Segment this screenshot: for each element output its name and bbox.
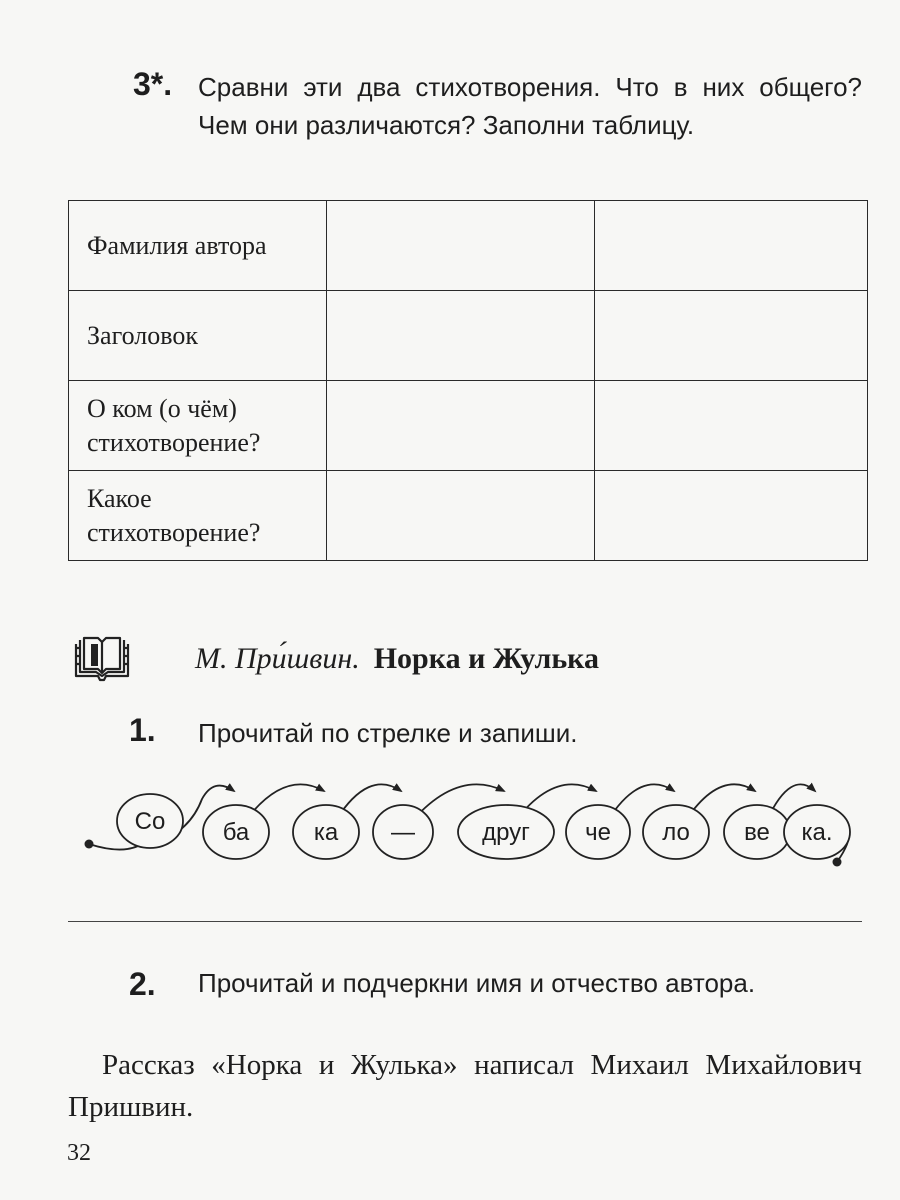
section-divider (68, 921, 862, 922)
answer-cell[interactable] (327, 291, 595, 381)
syllable-text: ка (313, 819, 339, 846)
row-label-subject: О ком (о чём) стихотворение? (69, 381, 327, 471)
answer-cell[interactable] (327, 201, 595, 291)
author-passage[interactable]: Рассказ «Норка и Жулька» написал Михаил Михайлович Пришвин. (68, 1049, 862, 1123)
syllable-text: ба (222, 819, 250, 846)
answer-cell[interactable] (595, 381, 868, 471)
table-row (69, 201, 868, 291)
syllable-text: ло (662, 819, 690, 846)
answer-cell[interactable] (595, 291, 868, 381)
syllable-chain (60, 760, 860, 870)
task-2-number: 2. (129, 966, 156, 1002)
book-icon (72, 636, 132, 682)
task-2-instruction: Прочитай и подчеркни имя и отчество автора. (198, 968, 756, 998)
page-number: 32 (67, 1140, 91, 1166)
syllable-text: ве (744, 819, 770, 846)
syllable-text: че (585, 819, 611, 846)
row-label-author-surname: Фамилия автора (69, 201, 327, 291)
syllable-text: Со (134, 808, 166, 835)
task-1-number: 1. (129, 712, 156, 748)
syllable-text: — (391, 819, 415, 846)
syllable-text: друг (482, 819, 530, 846)
story-heading (195, 642, 599, 676)
row-label-type: Какое стихотворение? (69, 471, 327, 561)
story-author: М. При́швин. (195, 642, 360, 675)
answer-cell[interactable] (327, 381, 595, 471)
chain-lead-line (89, 844, 138, 850)
chain-end-dot (833, 858, 842, 867)
table-row (69, 471, 868, 561)
comparison-table (68, 200, 868, 561)
answer-cell[interactable] (595, 201, 868, 291)
task-1-instruction: Прочитай по стрелке и запиши. (198, 718, 578, 748)
table-row (69, 291, 868, 381)
row-label-title: Заголовок (69, 291, 327, 381)
table-row (69, 381, 868, 471)
task-3-number: 3*. (133, 66, 173, 102)
answer-cell[interactable] (327, 471, 595, 561)
answer-cell[interactable] (595, 471, 868, 561)
task-3-instruction: Сравни эти два стихотворения. Что в них общего? Чем они различаются? Заполни таблицу. (198, 72, 862, 140)
story-title: Норка и Жулька (373, 642, 600, 675)
syllable-text: ка. (801, 819, 833, 846)
